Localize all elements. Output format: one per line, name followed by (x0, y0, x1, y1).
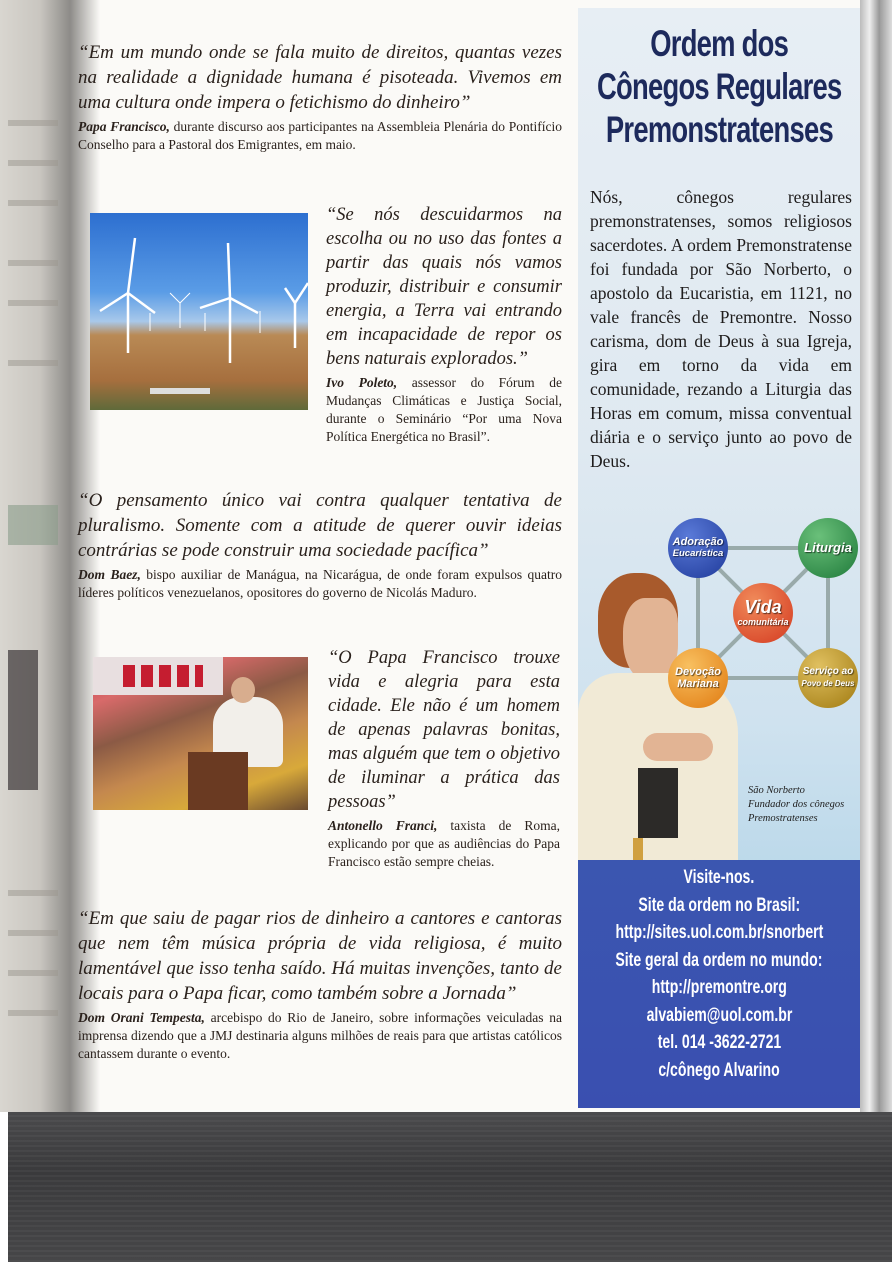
quote-2-text: “Se nós descuidarmos na escolha ou no uso das fontes a partir das quais nós vamos produzir, distribuir e consumir energia, a Terra vai entrando em incapacidade de repor os bens naturais explorados.” (326, 205, 562, 369)
brazil-site-link[interactable]: http://sites.uol.com.br/snorbert (615, 922, 823, 943)
quote-5 (78, 906, 562, 1063)
pope-crowd-photo (93, 657, 308, 810)
quote-3 (78, 488, 562, 602)
page-edge (860, 0, 892, 1112)
node-vida-comunitaria: Vida comunitária (733, 583, 793, 643)
ad-body-text: Nós, cônegos regulares premonstratenses, somos religiosos sacerdotes. A ordem Premonstratense foi fundada por São Norberto, o apostolo da Eucaristia, em 1121, no vale francês de Premontre. Nosso carisma, dom de Deus à sua Igreja, gira em torno da vida em comunidade, rezando a Liturgia das Horas em comum, missa conventual diária e o serviço junto ao povo de Deus. (590, 187, 852, 471)
premonstratensian-ad (578, 8, 860, 1108)
quote-5-author: Dom Orani Tempesta, (78, 1010, 205, 1025)
email-link[interactable]: alvabiem@uol.com.br (646, 1004, 792, 1026)
quote-5-text: “Em que saiu de pagar rios de dinheiro a cantores e cantoras que nem têm música própria de vida religiosa, é muito lamentável que isso tenha saído. Há muitas invenções, tanto de locais para o Papa ficar, como também sobre a Jornada” (78, 908, 562, 1004)
quote-4-author: Antonello Franci, (328, 818, 438, 833)
scanner-background (8, 1112, 892, 1262)
node-adoracao: Adoração Eucarística (668, 518, 728, 578)
quote-3-text: “O pensamento único vai contra qualquer tentativa de pluralismo. Somente com a atitude de querer ouvir ideias contrárias se pode construir uma sociedade pacífica” (78, 490, 562, 561)
quote-1-attribution: Papa Francisco, durante discurso aos participantes na Assembleia Plenária do Pontifício Conselho para a Pastoral dos Emigrantes, em maio. (78, 119, 562, 152)
quote-2-attribution: Ivo Poleto, assessor do Fórum de Mudanças Climáticas e Justiça Social, durante o Seminário “Por uma Nova Política Energética no Brasil”. (326, 375, 562, 444)
quote-4 (328, 646, 560, 871)
world-site-link[interactable]: http://premontre.org (651, 977, 787, 998)
quote-3-attribution: Dom Baez, bispo auxiliar de Manágua, na Nicarágua, de onde foram expulsos quatro líderes políticos venezuelanos, opositores do governo de Nicolás Maduro. (78, 567, 562, 600)
quote-1-text: “Em um mundo onde se fala muito de direitos, quantas vezes na realidade a dignidade humana é pisoteada. Vivemos em uma cultura onde impera o fetichismo do dinheiro” (78, 42, 562, 113)
wind-turbines-photo (90, 213, 308, 410)
node-liturgia: Liturgia (798, 518, 858, 578)
quote-1 (78, 40, 562, 154)
quote-4-attribution: Antonello Franci, taxista de Roma, explicando por que as audiências do Papa Francisco estão sempre cheias. (328, 818, 560, 869)
community-life-diagram (668, 518, 858, 708)
ad-title: Ordem dos Cônegos Regulares Premonstratenses (596, 23, 842, 150)
contact-box: Visite-nos. Site da ordem no Brasil: http://sites.uol.com.br/snorbert Site geral da ordem no mundo: http://premontre.org alvabiem@uol.com.br tel. 014 -3622-2721 c/cônego Alvarino (578, 860, 860, 1108)
quote-2 (326, 203, 562, 446)
quote-5-attribution: Dom Orani Tempesta, arcebispo do Rio de Janeiro, sobre informações veiculadas na imprensa dizendo que a JMJ destinaria alguns milhões de reais para que artistas católicos cantassem durante o evento. (78, 1010, 562, 1061)
quote-4-text: “O Papa Francisco trouxe vida e alegria para esta cidade. Ele não é um homem de apenas palavras bonitas, mas alguém que tem o objetivo de iluminar a prática das pessoas” (328, 648, 560, 812)
quote-2-author: Ivo Poleto, (326, 375, 398, 390)
quote-1-author: Papa Francisco, (78, 119, 170, 134)
quote-3-author: Dom Baez, (78, 567, 141, 582)
node-servico: Serviço ao Povo de Deus (798, 648, 858, 708)
node-devocao-mariana: Devoção Mariana (668, 648, 728, 708)
illustration-caption: São Norberto Fundador dos cônegos Premostratenses (748, 785, 845, 824)
